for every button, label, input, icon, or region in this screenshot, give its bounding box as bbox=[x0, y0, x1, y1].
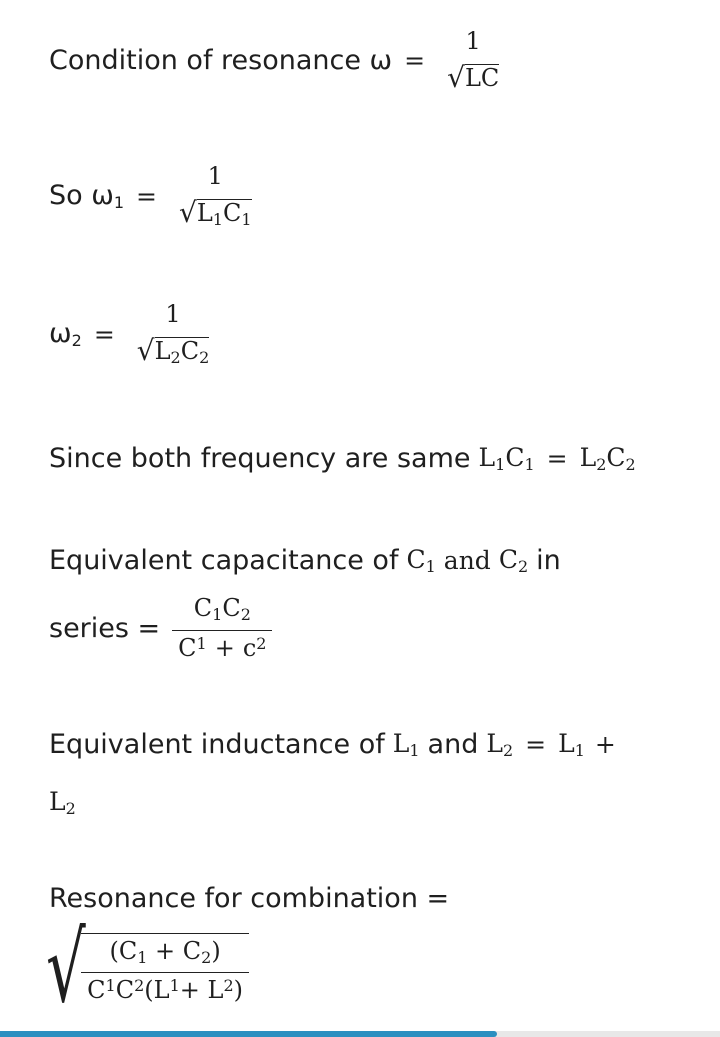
fraction-denominator bbox=[173, 195, 258, 229]
omega2-fraction bbox=[131, 301, 216, 367]
radicand: LC bbox=[464, 64, 500, 93]
equals-sign: = bbox=[93, 319, 115, 349]
fraction-numerator: 1 bbox=[465, 26, 481, 55]
sqrt-icon: √ bbox=[46, 912, 86, 1024]
fraction-denominator: C 1 C 2 (L 1 + L 2 ) bbox=[81, 972, 249, 1003]
in-word: in bbox=[536, 544, 561, 576]
radicand: $L_2C_2$ bbox=[154, 337, 210, 368]
l2-symbol: $L_2$ bbox=[49, 786, 76, 818]
resonance-combination-line bbox=[49, 878, 449, 918]
l1-symbol: $L_1$ bbox=[392, 728, 420, 760]
combination-fraction bbox=[81, 933, 249, 1004]
fraction-numerator: $(C_1 + C_2)$ bbox=[109, 936, 221, 967]
fraction-denominator bbox=[131, 333, 216, 367]
omega2-line bbox=[49, 292, 215, 376]
fraction-denominator bbox=[441, 60, 505, 95]
equiv-capacitance-text: Equivalent capacitance of bbox=[49, 544, 399, 576]
sqrt-icon: √ bbox=[447, 61, 465, 95]
plus-sign: + bbox=[594, 729, 616, 759]
omega1-label: So $\omega_1$ bbox=[49, 180, 125, 212]
omega2-label: $\omega_2$ bbox=[49, 318, 82, 350]
fraction-denominator: C 1 + c 2 bbox=[172, 630, 272, 661]
equals-sign: = bbox=[136, 181, 157, 211]
equals-sign: = bbox=[404, 45, 426, 75]
fraction-numerator: 1 bbox=[207, 162, 223, 190]
and-word: and bbox=[443, 545, 491, 575]
c2-symbol: $C_2$ bbox=[498, 544, 529, 576]
combination-formula bbox=[46, 912, 249, 1024]
omega1-line bbox=[49, 154, 258, 238]
equiv-inductance-line bbox=[49, 724, 616, 764]
omega1-fraction bbox=[173, 163, 258, 229]
same-frequency-text: Since both frequency are same bbox=[49, 442, 471, 474]
equals-sign: = bbox=[546, 443, 568, 473]
l2-symbol: $L_2$ bbox=[486, 728, 514, 760]
series-fraction bbox=[172, 595, 272, 661]
resonance-condition-line bbox=[49, 18, 505, 102]
resonance-condition-text: Condition of resonance ω bbox=[49, 44, 393, 76]
resonance-fraction bbox=[441, 26, 505, 95]
equiv-inductance-text: Equivalent inductance of bbox=[49, 728, 385, 760]
progress-bar bbox=[0, 1031, 497, 1037]
and-word: and bbox=[427, 728, 479, 760]
l1-rhs-symbol: $L_1$ bbox=[558, 728, 585, 760]
sqrt-icon: √ bbox=[179, 196, 197, 230]
l2c2-product: $L_2C_2$ bbox=[579, 442, 636, 474]
series-text: series = bbox=[49, 612, 161, 644]
sqrt-icon: √ bbox=[136, 334, 155, 368]
same-frequency-line bbox=[49, 438, 636, 478]
resonance-combination-text: Resonance for combination = bbox=[49, 882, 450, 914]
equals-sign: = bbox=[525, 729, 547, 759]
radicand: $L_1C_1$ bbox=[196, 199, 252, 230]
equiv-capacitance-line bbox=[49, 540, 561, 580]
c1-symbol: $C_1$ bbox=[406, 544, 436, 576]
series-line bbox=[49, 588, 272, 668]
fraction-numerator: 1 bbox=[165, 300, 181, 328]
l2-continuation-line bbox=[49, 782, 76, 822]
l1c1-product: $L_1C_1$ bbox=[478, 442, 535, 474]
fraction-numerator: $C_1C_2$ bbox=[193, 594, 251, 624]
